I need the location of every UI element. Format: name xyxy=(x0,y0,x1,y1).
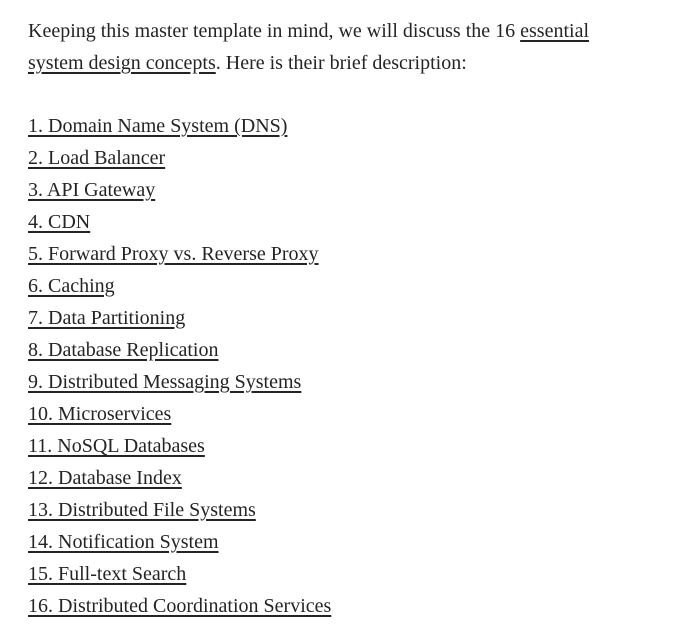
concept-link-microservices[interactable]: 10. Microservices xyxy=(28,403,172,425)
list-item xyxy=(28,238,645,270)
concept-link-cdn[interactable]: 4. CDN xyxy=(28,211,91,233)
list-item xyxy=(28,526,645,558)
list-item xyxy=(28,558,645,590)
concept-link-full-text-search[interactable]: 15. Full-text Search xyxy=(28,563,187,585)
list-item xyxy=(28,142,645,174)
concept-link-load-balancer[interactable]: 2. Load Balancer xyxy=(28,147,166,169)
essential-concepts-link-line1: essential xyxy=(520,20,590,42)
list-item xyxy=(28,590,645,622)
list-item xyxy=(28,494,645,526)
concept-link-nosql-databases[interactable]: 11. NoSQL Databases xyxy=(28,435,205,457)
concept-link-distributed-messaging[interactable]: 9. Distributed Messaging Systems xyxy=(28,371,302,393)
concept-link-notification-system[interactable]: 14. Notification System xyxy=(28,531,219,553)
list-item xyxy=(28,462,645,494)
concept-list xyxy=(28,110,645,622)
list-item xyxy=(28,366,645,398)
list-item xyxy=(28,398,645,430)
concept-link-api-gateway[interactable]: 3. API Gateway xyxy=(28,179,156,201)
concept-link-caching[interactable]: 6. Caching xyxy=(28,275,115,297)
list-item xyxy=(28,206,645,238)
intro-text-before-link: Keeping this master template in mind, we will discuss the 16 xyxy=(28,20,521,42)
concept-link-distributed-file-systems[interactable]: 13. Distributed File Systems xyxy=(28,499,256,521)
concept-link-distributed-coordination[interactable]: 16. Distributed Coordination Services xyxy=(28,595,332,617)
concept-link-data-partitioning[interactable]: 7. Data Partitioning xyxy=(28,307,186,329)
essential-concepts-link-line2: system design concepts xyxy=(28,52,216,74)
concept-link-database-index[interactable]: 12. Database Index xyxy=(28,467,182,489)
list-item xyxy=(28,430,645,462)
concept-link-forward-reverse-proxy[interactable]: 5. Forward Proxy vs. Reverse Proxy xyxy=(28,243,319,265)
concept-link-dns[interactable]: 1. Domain Name System (DNS) xyxy=(28,115,288,137)
concept-link-database-replication[interactable]: 8. Database Replication xyxy=(28,339,219,361)
list-item xyxy=(28,334,645,366)
list-item xyxy=(28,270,645,302)
list-item xyxy=(28,302,645,334)
intro-text-after-link: . Here is their brief description: xyxy=(215,52,467,74)
list-item xyxy=(28,174,645,206)
list-item xyxy=(28,110,645,142)
intro-paragraph xyxy=(28,15,645,79)
